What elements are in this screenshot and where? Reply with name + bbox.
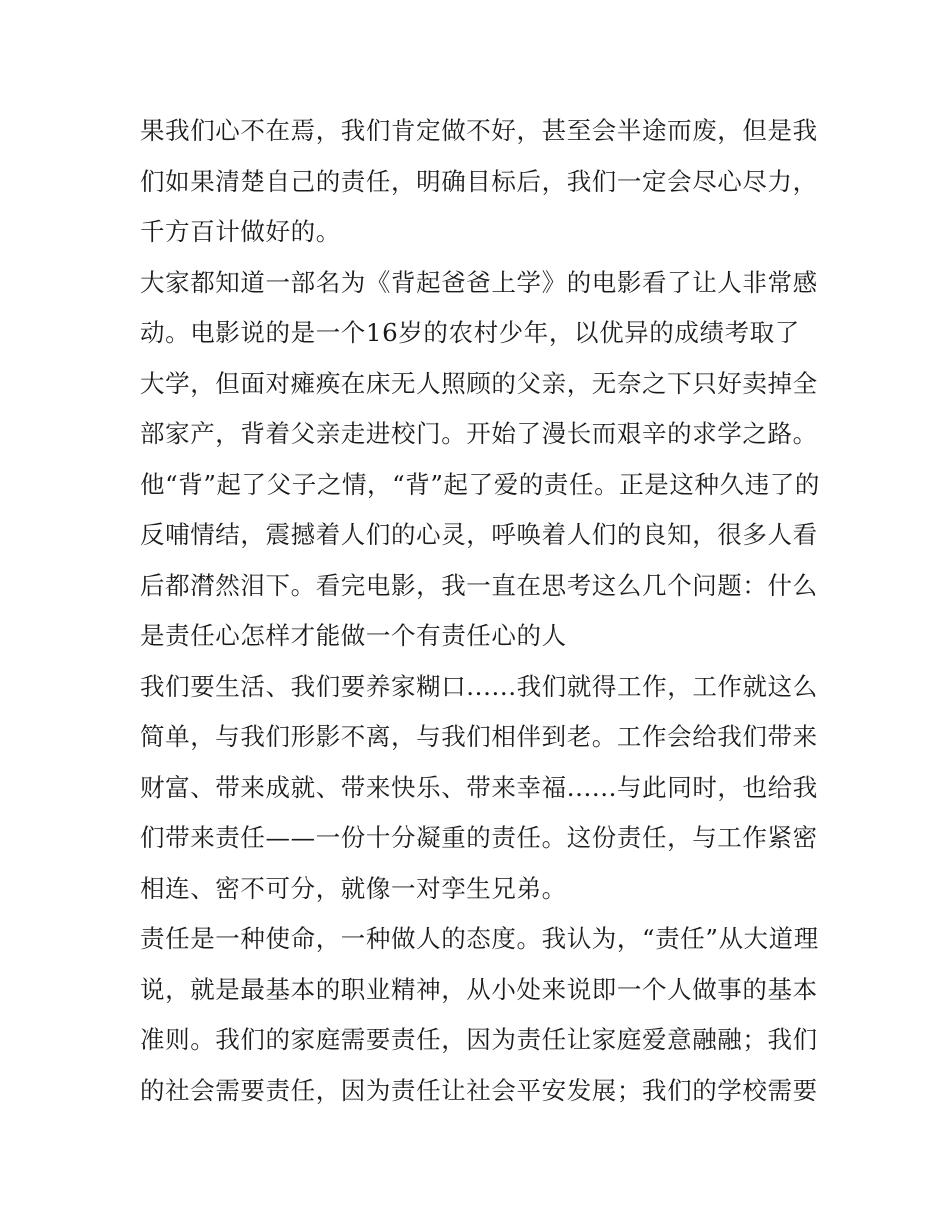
text-line-6: 大学，但面对瘫痪在床无人照顾的父亲，无奈之下只好卖掉全 (140, 368, 818, 398)
text-line-5: 动。电影说的是一个16岁的农村少年，以优异的成绩考取了 (140, 318, 800, 347)
text-line-18: 说，就是最基本的职业精神，从小处来说即一个人做事的基本 (140, 974, 818, 1004)
text-line-12: 我们要生活、我们要养家糊口......我们就得工作，工作就这么 (140, 671, 818, 701)
text-line-9: 反哺情结，震撼着人们的心灵，呼唤着人们的良知，很多人看 (140, 520, 818, 549)
text-line-1: 果我们心不在焉，我们肯定做不好，甚至会半途而废，但是我 (140, 116, 818, 145)
text-line-7: 部家产，背着父亲走进校门。开始了漫长而艰辛的求学之路。 (140, 419, 818, 448)
text-line-19: 准则。我们的家庭需要责任，因为责任让家庭爱意融融；我们 (140, 1025, 818, 1054)
text-line-4: 大家都知道一部名为《背起爸爸上学》的电影看了让人非常感 (140, 267, 818, 297)
text-line-10: 后都潸然泪下。看完电影，我一直在思考这么几个问题：什么 (140, 570, 818, 600)
text-line-3: 千方百计做好的。 (140, 217, 341, 246)
text-line-13: 简单，与我们形影不离，与我们相伴到老。工作会给我们带来 (140, 722, 818, 751)
text-line-20: 的社会需要责任，因为责任让社会平安发展；我们的学校需要 (140, 1075, 818, 1105)
text-line-17: 责任是一种使命，一种做人的态度。我认为，“责任”从大道理 (140, 924, 819, 953)
text-line-15: 们带来责任——一份十分凝重的责任。这份责任，与工作紧密 (140, 823, 818, 852)
text-line-11: 是责任心怎样才能做一个有责任心的人 (140, 621, 567, 650)
text-line-8: 他“背”起了父子之情，“背”起了爱的责任。正是这种久违了的 (140, 469, 820, 499)
document-body (140, 106, 820, 1116)
text-line-16: 相连、密不可分，就像一对孪生兄弟。 (140, 873, 567, 903)
text-line-14: 财富、带来成就、带来快乐、带来幸福......与此同时，也给我 (140, 772, 818, 802)
text-line-2: 们如果清楚自己的责任，明确目标后，我们一定会尽心尽力， (140, 166, 818, 196)
